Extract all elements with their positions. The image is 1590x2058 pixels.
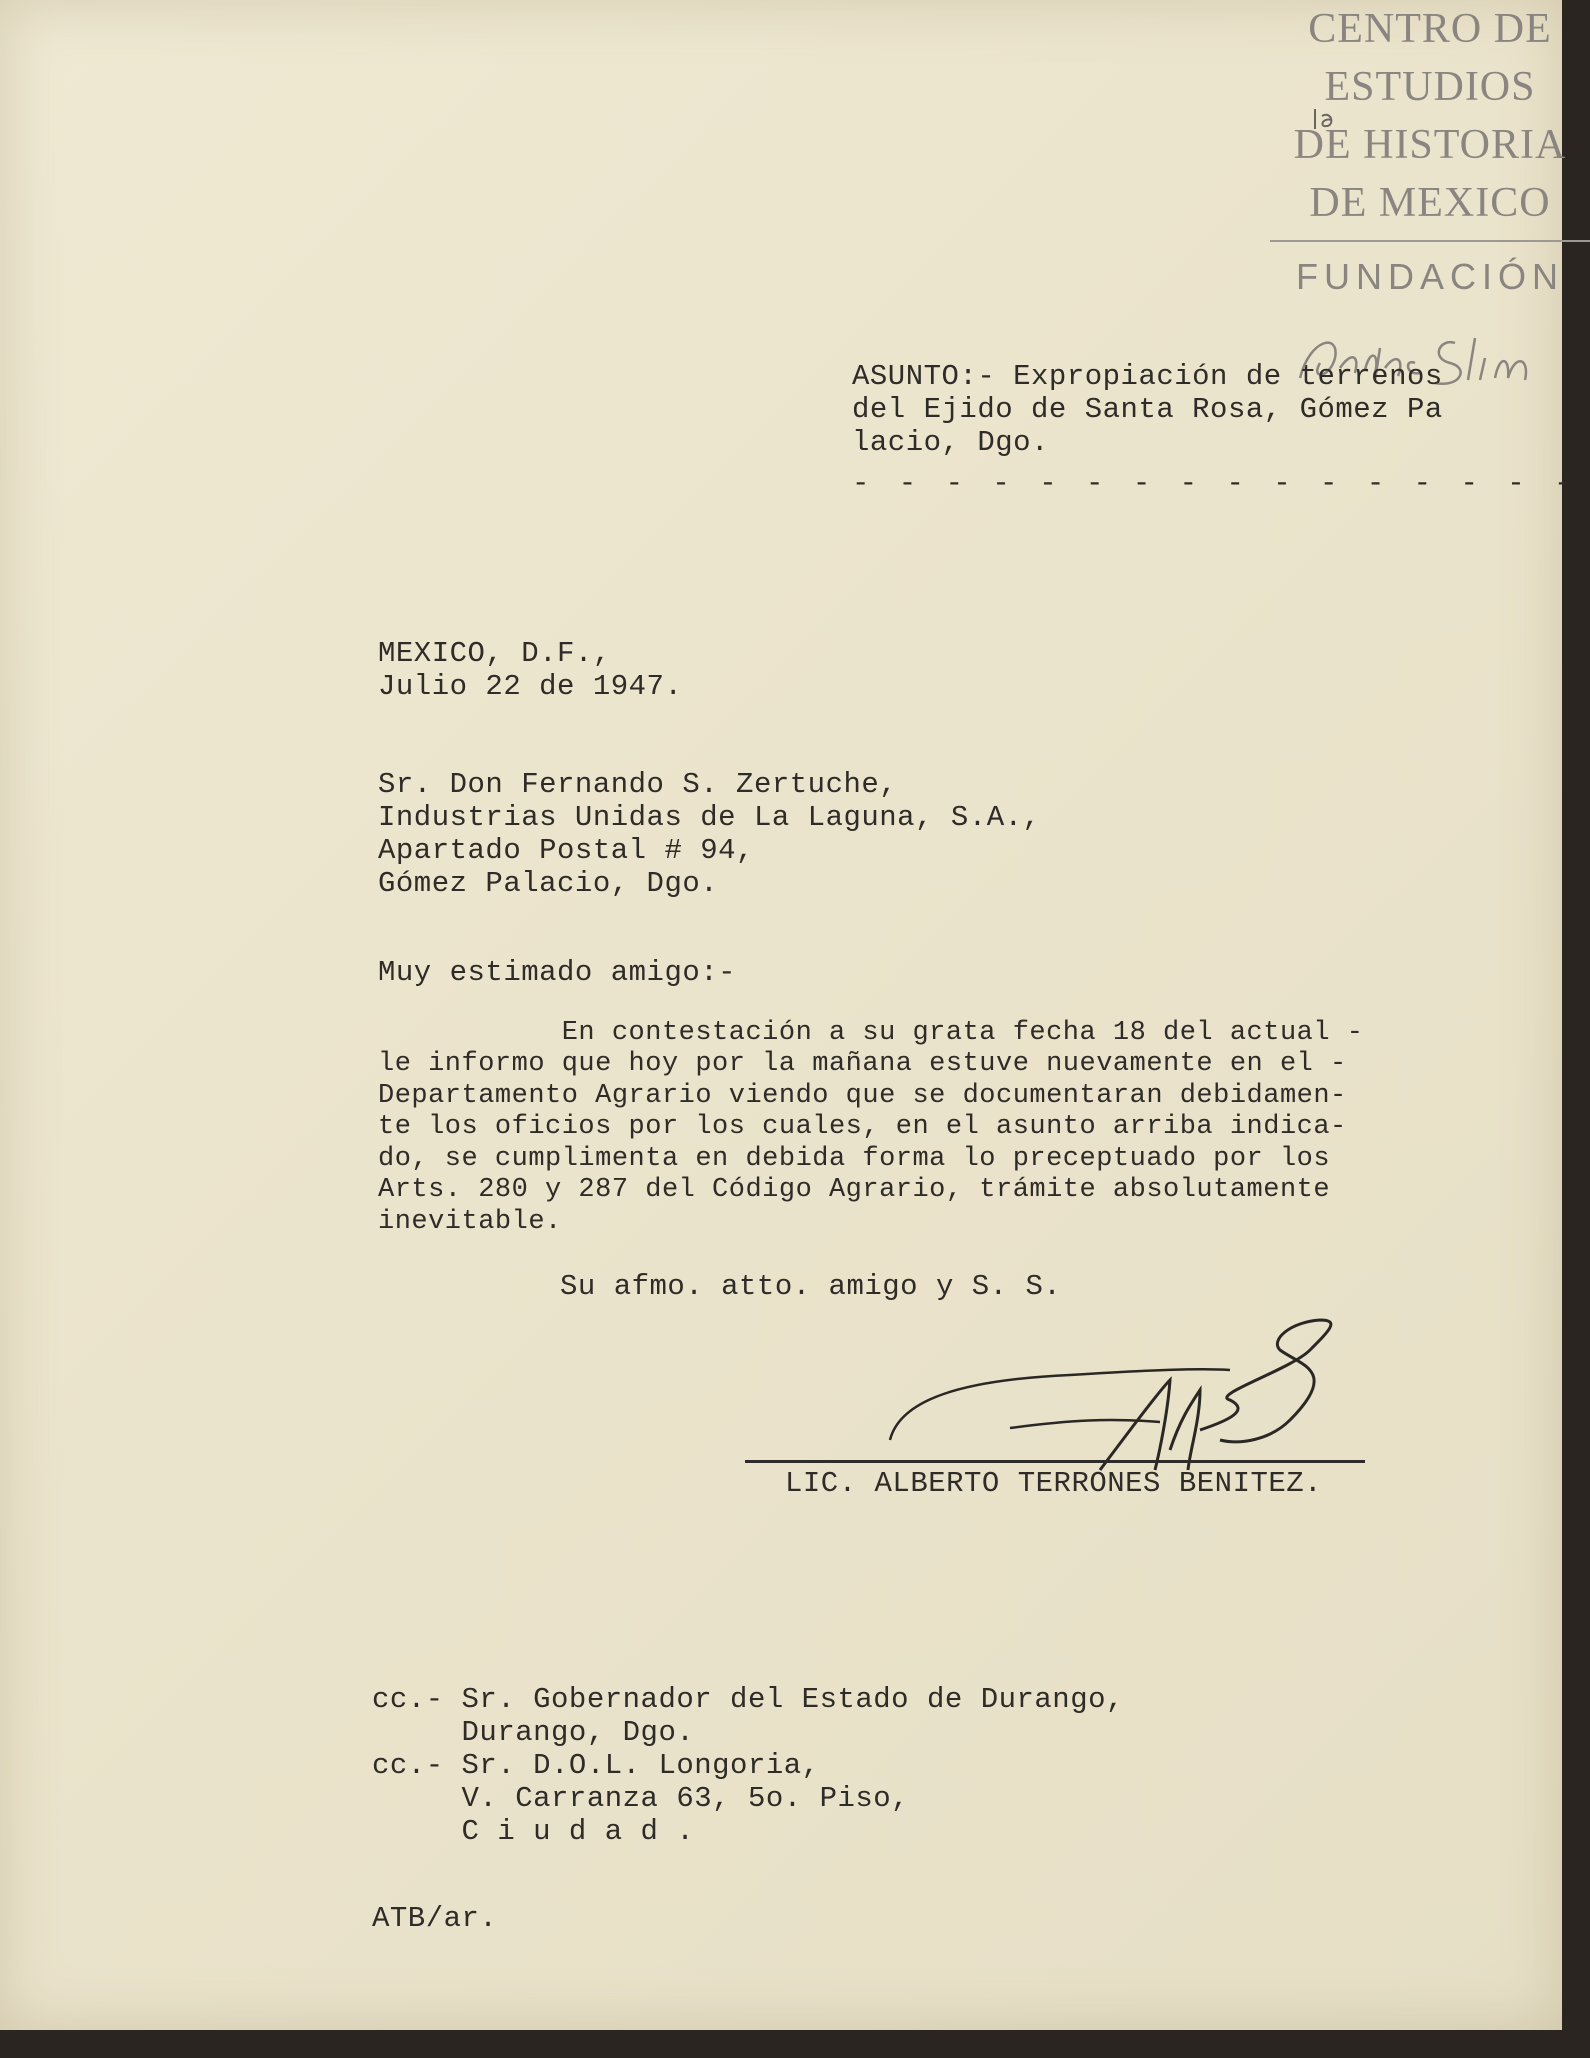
copy-line-1: cc.- Sr. Gobernador del Estado de Durango,	[372, 1683, 1124, 1716]
copy-line-4: V. Carranza 63, 5o. Piso,	[372, 1782, 910, 1815]
body-line-6: Arts. 280 y 287 del Código Agrario, trámite absolutamente	[378, 1175, 1331, 1205]
subject-line-1: ASUNTO:- Expropiación de terrenos	[852, 360, 1443, 393]
body-line-1: En contestación a su grata fecha 18 del actual -	[378, 1018, 1364, 1048]
place-city: MEXICO, D.F.,	[378, 637, 611, 670]
body-line-2: le informo que hoy por la mañana estuve nuevamente en el -	[378, 1049, 1347, 1079]
subject-line-3: lacio, Dgo.	[852, 426, 1049, 459]
body-line-7: inevitable.	[378, 1207, 562, 1237]
closing: Su afmo. atto. amigo y S. S.	[560, 1270, 1062, 1303]
typist-initials: ATB/ar.	[372, 1902, 498, 1935]
recipient-line-4: Gómez Palacio, Dgo.	[378, 867, 719, 900]
watermark-line-3: DE HISTORIA	[1293, 122, 1567, 168]
recipient-line-2: Industrias Unidas de La Laguna, S.A.,	[378, 801, 1041, 834]
recipient-line-3: Apartado Postal # 94,	[378, 834, 754, 867]
recipient-line-1: Sr. Don Fernando S. Zertuche,	[378, 768, 898, 801]
watermark-divider	[1270, 240, 1590, 242]
watermark-foundation: FUNDACIÓN	[1296, 256, 1564, 297]
watermark-line-1: CENTRO DE	[1308, 6, 1552, 52]
subject-separator: - - - - - - - - - - - - - - - -	[852, 467, 1578, 500]
subject-line-2: del Ejido de Santa Rosa, Gómez Pa	[852, 393, 1443, 426]
copy-line-3: cc.- Sr. D.O.L. Longoria,	[372, 1749, 820, 1782]
copy-line-2: Durango, Dgo.	[372, 1716, 695, 1749]
body-line-4: te los oficios por los cuales, en el asunto arriba indica-	[378, 1112, 1347, 1142]
body-line-3: Departamento Agrario viendo que se documentaran debidamen-	[378, 1081, 1347, 1111]
page-number-mark	[1310, 104, 1340, 134]
copy-line-5: C i u d a d .	[372, 1815, 695, 1848]
salutation: Muy estimado amigo:-	[378, 956, 737, 989]
signature-line	[745, 1460, 1365, 1463]
handwritten-signature	[870, 1310, 1390, 1490]
watermark-line-2: ESTUDIOS	[1324, 64, 1536, 110]
watermark-line-4: DE MEXICO	[1309, 180, 1551, 226]
signatory-name: LIC. ALBERTO TERRONES BENITEZ.	[785, 1467, 1323, 1500]
body-line-5: do, se cumplimenta en debida forma lo preceptuado por los	[378, 1144, 1331, 1174]
letter-date: Julio 22 de 1947.	[378, 670, 683, 703]
